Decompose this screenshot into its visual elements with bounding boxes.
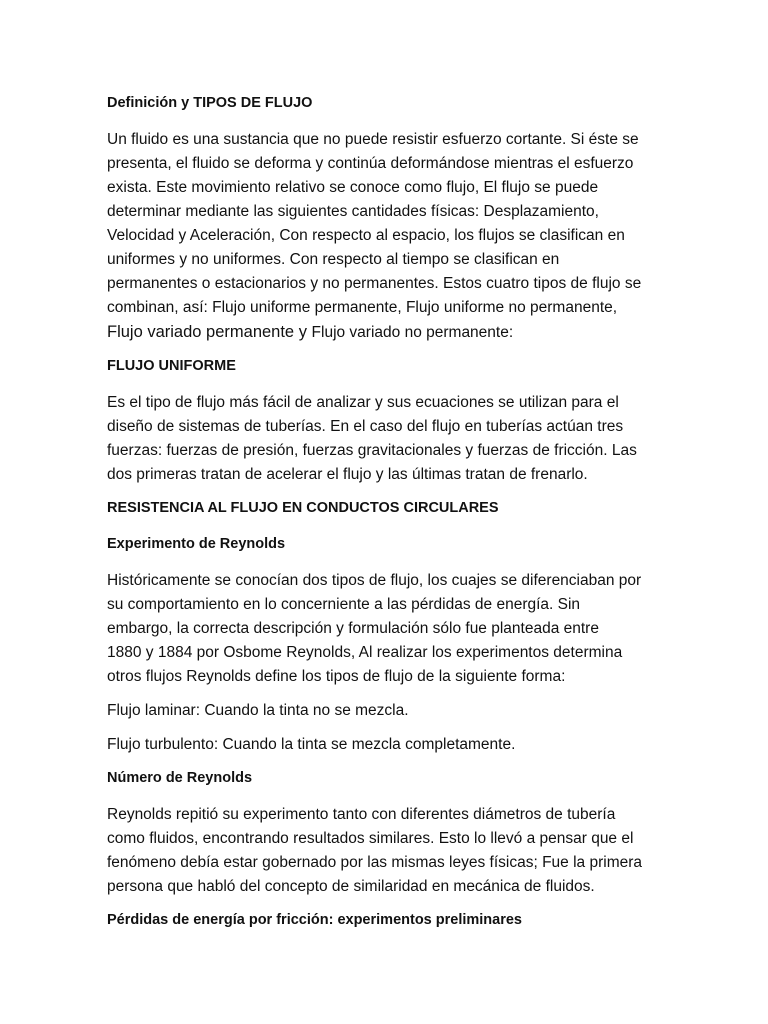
text-line: exista. Este movimiento relativo se conoce como flujo, El flujo se puede — [107, 179, 599, 196]
paragraph-definicion — [107, 128, 667, 345]
text-fragment-large: Flujo variado permanente y — [107, 323, 312, 341]
text-line: determinar mediante las siguientes cantidades físicas: Desplazamiento, — [107, 203, 599, 220]
text-line: Un fluido es una sustancia que no puede resistir esfuerzo cortante. Si éste se — [107, 131, 639, 148]
text-line: Es el tipo de flujo más fácil de analizar y sus ecuaciones se utilizan para el — [107, 394, 619, 411]
heading-flujo-uniforme: FLUJO UNIFORME — [107, 358, 236, 374]
heading-perdidas-energia: Pérdidas de energía por fricción: experimentos preliminares — [107, 912, 522, 928]
heading-numero-reynolds: Número de Reynolds — [107, 770, 253, 786]
text-line: presenta, el fluido se deforma y continúa deformándose mientras el esfuerzo — [107, 155, 634, 172]
text-line: fuerzas: fuerzas de presión, fuerzas gravitacionales y fuerzas de fricción. Las — [107, 442, 637, 459]
paragraph-numero-reynolds — [107, 803, 667, 899]
text-line: su comportamiento en lo concerniente a las pérdidas de energía. Sin — [107, 596, 581, 613]
text-line: uniformes y no uniformes. Con respecto al tiempo se clasifican en — [107, 251, 560, 268]
text-line: Flujo turbulento: Cuando la tinta se mezcla completamente. — [107, 736, 516, 753]
paragraph-experimento — [107, 569, 667, 689]
heading-definicion: Definición y TIPOS DE FLUJO — [107, 95, 313, 111]
paragraph-flujo-turbulento — [107, 733, 667, 757]
text-line: Flujo laminar: Cuando la tinta no se mezcla. — [107, 702, 409, 719]
heading-resistencia: RESISTENCIA AL FLUJO EN CONDUCTOS CIRCULARES — [107, 500, 499, 516]
text-line: fenómeno debía estar gobernado por las mismas leyes físicas; Fue la primera — [107, 854, 643, 871]
text-line: diseño de sistemas de tuberías. En el caso del flujo en tuberías actúan tres — [107, 418, 624, 435]
paragraph-flujo-laminar — [107, 699, 667, 723]
text-line: combinan, así: Flujo uniforme permanente, Flujo uniforme no permanente, — [107, 299, 618, 316]
text-line: dos primeras tratan de acelerar el flujo y las últimas tratan de frenarlo. — [107, 466, 588, 483]
text-line: como fluidos, encontrando resultados similares. Esto lo llevó a pensar que el — [107, 830, 634, 847]
text-line: otros flujos Reynolds define los tipos de flujo de la siguiente forma: — [107, 668, 566, 685]
text-line: Históricamente se conocían dos tipos de flujo, los cuajes se diferenciaban por — [107, 572, 642, 589]
text-fragment: Flujo variado no permanente: — [311, 324, 514, 341]
text-line: 1880 y 1884 por Osbome Reynolds, Al realizar los experimentos determina — [107, 644, 623, 661]
text-line: permanentes o estacionarios y no permanentes. Estos cuatro tipos de flujo se — [107, 275, 642, 292]
heading-experimento: Experimento de Reynolds — [107, 536, 286, 552]
text-line: Velocidad y Aceleración, Con respecto al espacio, los flujos se clasifican en — [107, 227, 625, 244]
text-line: embargo, la correcta descripción y formulación sólo fue planteada entre — [107, 620, 599, 637]
text-line: Reynolds repitió su experimento tanto con diferentes diámetros de tubería — [107, 806, 616, 823]
text-line-mixed — [107, 320, 667, 345]
text-line: persona que habló del concepto de similaridad en mecánica de fluidos. — [107, 878, 595, 895]
paragraph-flujo-uniforme — [107, 391, 667, 487]
document-body — [107, 92, 667, 945]
